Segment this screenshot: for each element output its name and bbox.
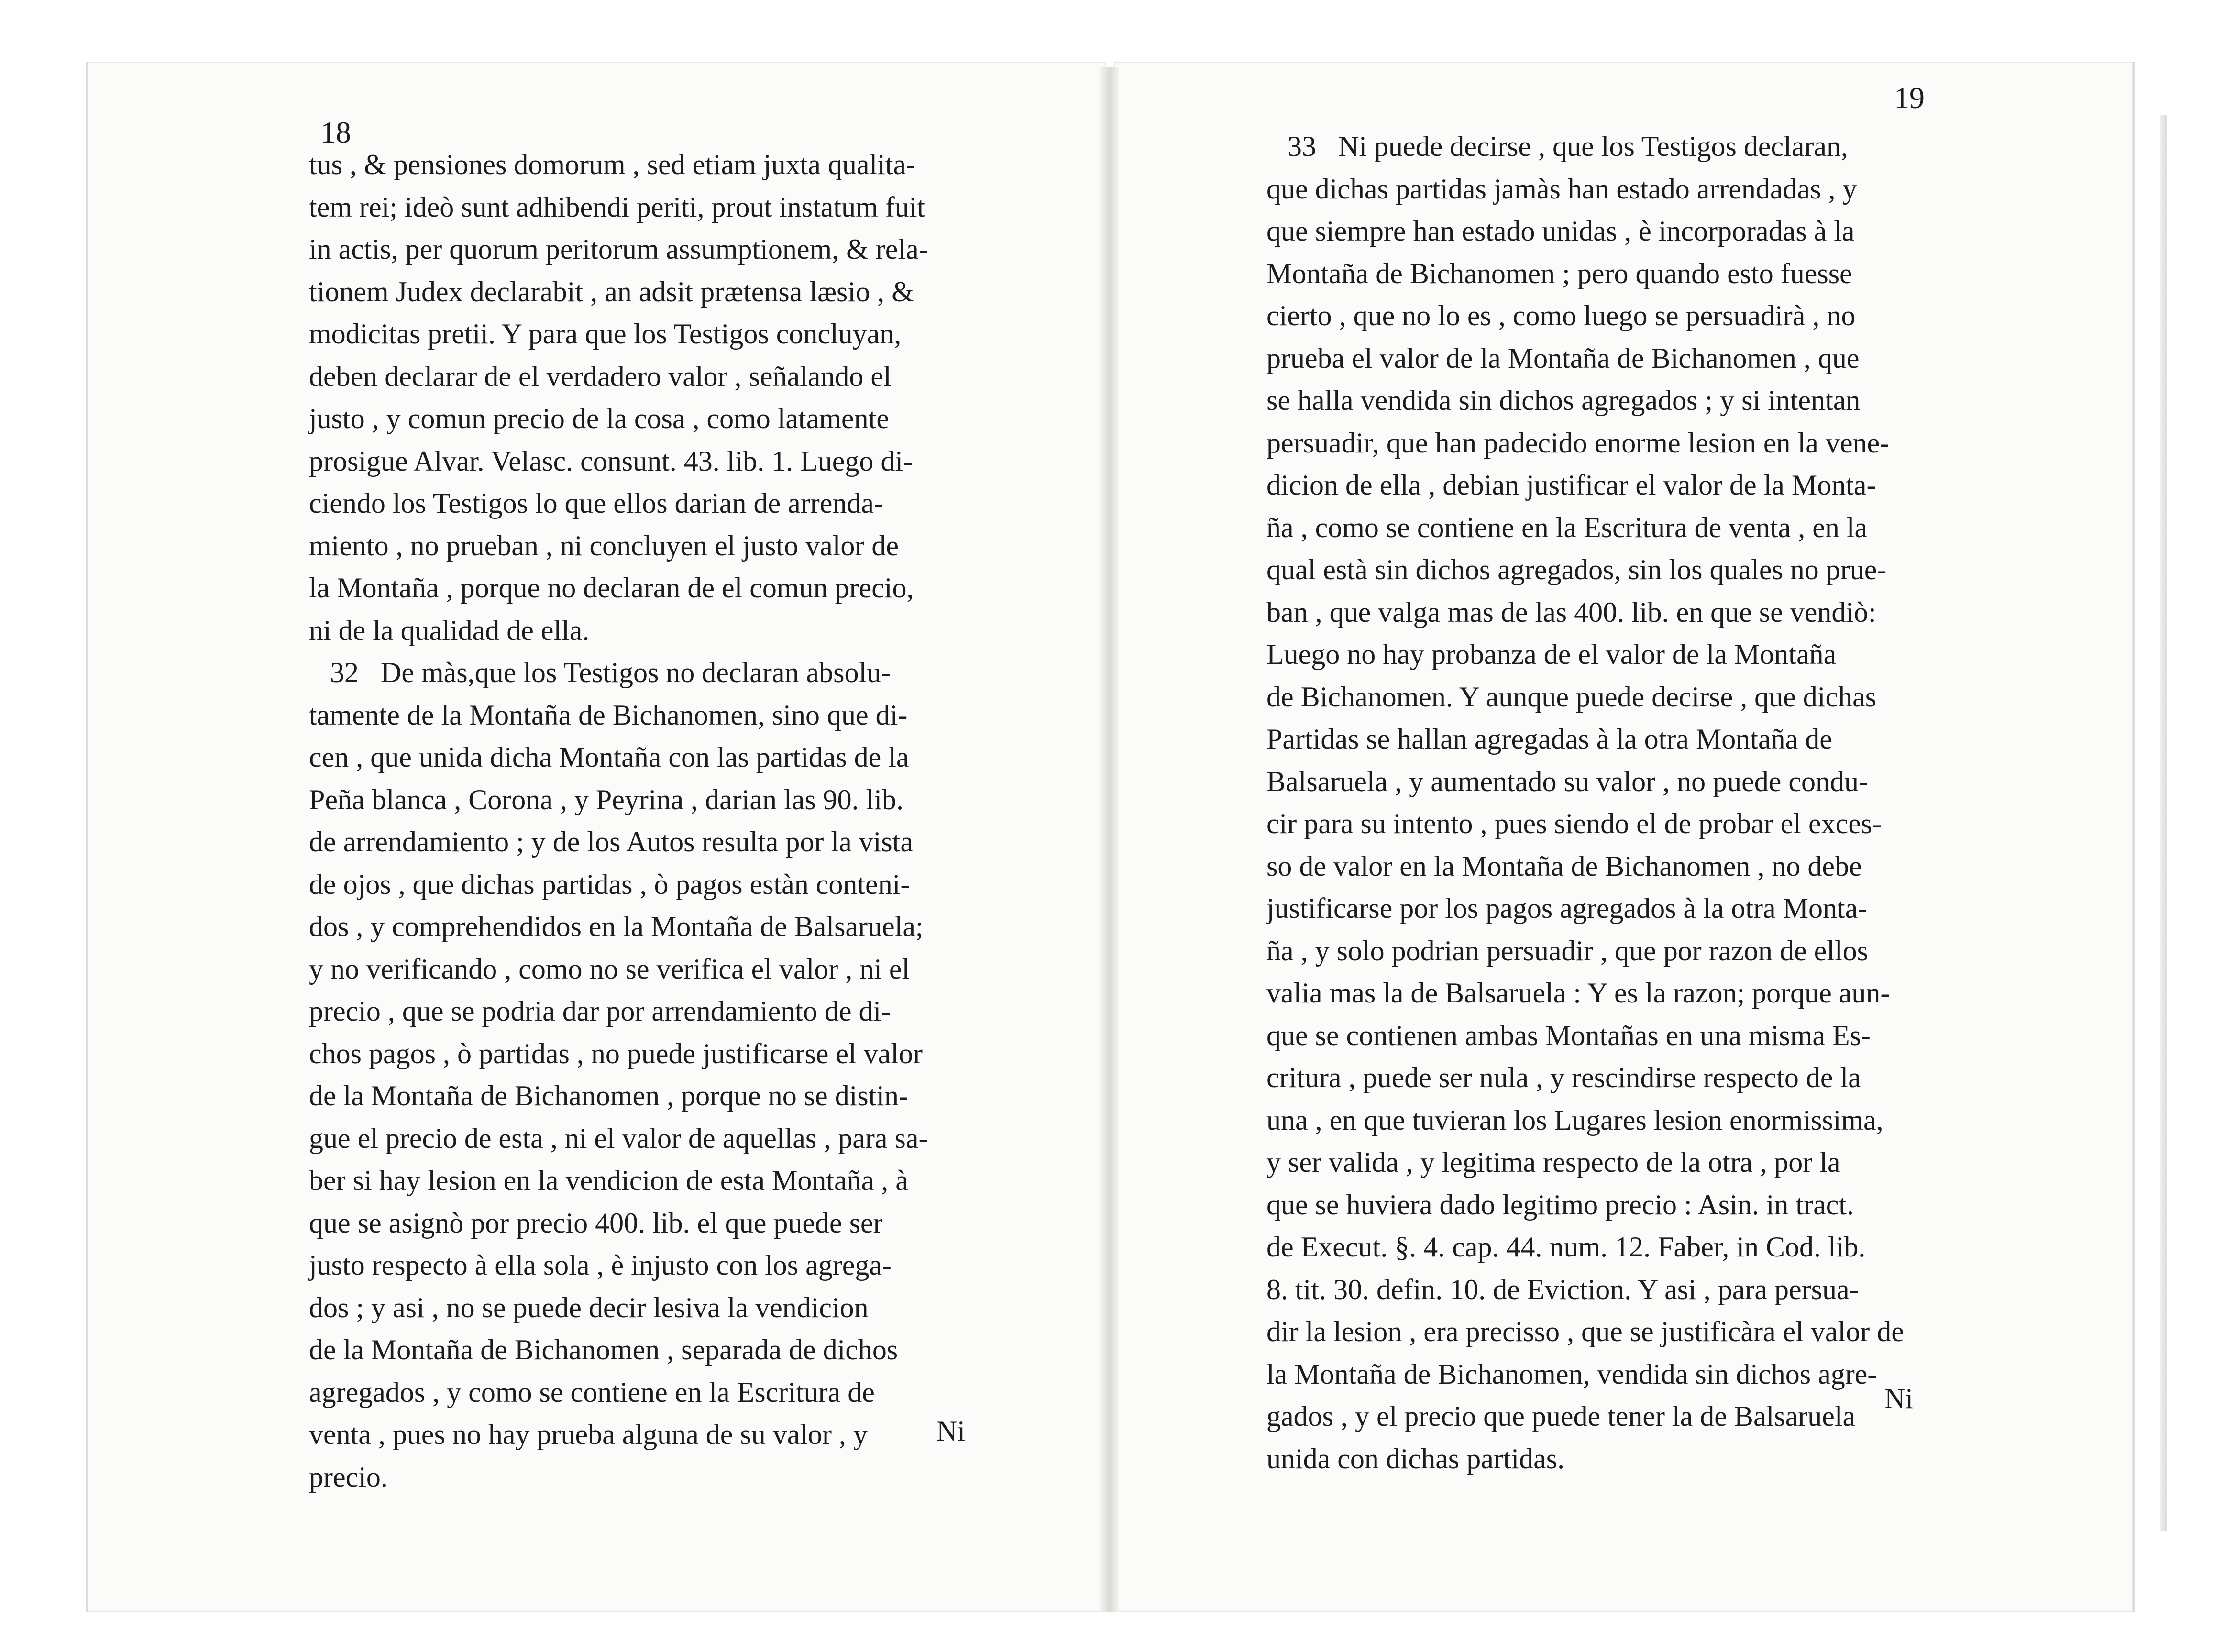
text-line: que se huviera dado legitimo precio : Asin. in tract. bbox=[1266, 1189, 1854, 1221]
text-line: precio. bbox=[309, 1461, 388, 1493]
paragraph-31-continuation bbox=[309, 143, 988, 651]
text-line: Montaña de Bichanomen ; pero quando esto fuesse bbox=[1266, 257, 1852, 289]
text-line: Balsaruela , y aumentado su valor , no puede condu- bbox=[1266, 765, 1868, 797]
text-line: critura , puede ser nula , y rescindirse respecto de la bbox=[1266, 1062, 1861, 1093]
text-line bbox=[1266, 125, 1946, 168]
text-line: Luego no hay probanza de el valor de la Montaña bbox=[1266, 639, 1837, 670]
text-line: so de valor en la Montaña de Bichanomen , no debe bbox=[1266, 850, 1862, 882]
text-line: precio , que se podria dar por arrendamiento de di- bbox=[309, 995, 891, 1027]
text-line: miento , no prueban , ni concluyen el justo valor de bbox=[309, 529, 899, 562]
text-line: de ojos , que dichas partidas , ò pagos estàn conteni- bbox=[309, 868, 910, 900]
text-line: qual està sin dichos agregados, sin los quales no prue- bbox=[1266, 554, 1887, 585]
text-line: justo , y comun precio de la cosa , como latamente bbox=[309, 403, 889, 434]
page-edge bbox=[2160, 115, 2167, 1531]
text-line: unida con dichas partidas. bbox=[1266, 1443, 1565, 1475]
text-line: ciendo los Testigos lo que ellos darian de arrenda- bbox=[309, 487, 883, 519]
text-line: gue el precio de esta , ni el valor de aquellas , para sa- bbox=[309, 1122, 928, 1154]
text-line: que dichas partidas jamàs han estado arrendadas , y bbox=[1266, 173, 1857, 205]
text-line bbox=[309, 651, 988, 694]
text-line: cir para su intento , pues siendo el de probar el exces- bbox=[1266, 808, 1882, 839]
text-line: prueba el valor de la Montaña de Bichanomen , que bbox=[1266, 342, 1860, 374]
text-line: persuadir, que han padecido enorme lesion en la vene- bbox=[1266, 427, 1890, 459]
text-line: tus , & pensiones domorum , sed etiam juxta qualita- bbox=[309, 149, 916, 180]
text-line: tionem Judex declarabit , an adsit prætensa læsio , & bbox=[309, 275, 914, 308]
text-line: justificarse por los pagos agregados à la otra Monta- bbox=[1266, 892, 1868, 924]
text-line: justo respecto à ella sola , è injusto con los agrega- bbox=[309, 1249, 892, 1281]
catchword-left: Ni bbox=[936, 1415, 965, 1447]
text-line: dir la lesion , era precisso , que se justificàra el valor de bbox=[1266, 1316, 1904, 1347]
text-line: ni de la qualidad de ella. bbox=[309, 614, 590, 646]
text-line: Peña blanca , Corona , y Peyrina , darian las 90. lib. bbox=[309, 783, 904, 815]
catchword-right: Ni bbox=[1884, 1383, 1913, 1414]
paragraph-33 bbox=[1266, 125, 1946, 1480]
text-line: de arrendamiento ; y de los Autos resulta por la vista bbox=[309, 826, 914, 858]
text-line: de la Montaña de Bichanomen , separada de dichos bbox=[309, 1334, 898, 1366]
text-line: que siempre han estado unidas , è incorporadas à la bbox=[1266, 215, 1855, 247]
text-line: valia mas la de Balsaruela : Y es la razon; porque aun- bbox=[1266, 977, 1890, 1009]
text-line: ña , como se contiene en la Escritura de venta , en la bbox=[1266, 511, 1868, 543]
text-line: de Execut. §. 4. cap. 44. num. 12. Faber, in Cod. lib. bbox=[1266, 1231, 1866, 1263]
text-line: una , en que tuvieran los Lugares lesion enormissima, bbox=[1266, 1104, 1883, 1136]
text-line: dos , y comprehendidos en la Montaña de Balsaruela; bbox=[309, 911, 924, 942]
paragraph-number: 32 bbox=[330, 657, 359, 688]
page-number-right: 19 bbox=[1894, 81, 1925, 115]
paragraph-number: 33 bbox=[1288, 131, 1316, 162]
text-line: 8. tit. 30. defin. 10. de Eviction. Y asi , para persua- bbox=[1266, 1273, 1859, 1305]
text-line: cierto , que no lo es , como luego se persuadirà , no bbox=[1266, 300, 1856, 331]
right-page-text bbox=[1266, 125, 1946, 1480]
text-line: Partidas se hallan agregadas à la otra Montaña de bbox=[1266, 723, 1832, 755]
text-line: la Montaña de Bichanomen, vendida sin dichos agre- bbox=[1266, 1358, 1877, 1390]
text-line: modicitas pretii. Y para que los Testigos concluyan, bbox=[309, 318, 902, 350]
text-line: in actis, per quorum peritorum assumptionem, & rela- bbox=[309, 233, 928, 265]
text-line: deben declarar de el verdadero valor , señalando el bbox=[309, 360, 892, 392]
paragraph-first-line: Ni puede decirse , que los Testigos declaran, bbox=[1338, 131, 1849, 162]
text-line: la Montaña , porque no declaran de el comun precio, bbox=[309, 572, 914, 604]
text-line: venta , pues no hay prueba alguna de su valor , y bbox=[309, 1419, 868, 1450]
text-line: dicion de ella , debian justificar el valor de la Monta- bbox=[1266, 469, 1876, 501]
text-line: tamente de la Montaña de Bichanomen, sino que di- bbox=[309, 699, 908, 731]
paragraph-32 bbox=[309, 651, 988, 1498]
text-line: y no verificando , como no se verifica el valor , ni el bbox=[309, 953, 910, 985]
paragraph-first-line: De màs,que los Testigos no declaran absolu- bbox=[381, 657, 891, 688]
book-gutter bbox=[1100, 67, 1119, 1612]
text-line: que se asignò por precio 400. lib. el que puede ser bbox=[309, 1207, 883, 1239]
text-line: cen , que unida dicha Montaña con las partidas de la bbox=[309, 741, 909, 773]
text-line: chos pagos , ò partidas , no puede justificarse el valor bbox=[309, 1037, 923, 1069]
text-line: tem rei; ideò sunt adhibendi periti, prout instatum fuit bbox=[309, 191, 925, 223]
text-line: de Bichanomen. Y aunque puede decirse , que dichas bbox=[1266, 681, 1877, 713]
text-line: se halla vendida sin dichos agregados ; y si intentan bbox=[1266, 385, 1861, 416]
text-line: agregados , y como se contiene en la Escritura de bbox=[309, 1376, 875, 1408]
text-line: y ser valida , y legitima respecto de la otra , por la bbox=[1266, 1146, 1840, 1178]
text-line: de la Montaña de Bichanomen , porque no se distin- bbox=[309, 1080, 909, 1112]
page-number-left: 18 bbox=[320, 115, 351, 149]
left-page-text bbox=[309, 143, 988, 1498]
text-line: prosigue Alvar. Velasc. consunt. 43. lib. 1. Luego di- bbox=[309, 445, 913, 477]
text-line: ña , y solo podrian persuadir , que por razon de ellos bbox=[1266, 935, 1868, 967]
text-line: dos ; y asi , no se puede decir lesiva la vendicion bbox=[309, 1291, 869, 1323]
text-line: ber si hay lesion en la vendicion de esta Montaña , à bbox=[309, 1165, 908, 1196]
text-line: gados , y el precio que puede tener la de Balsaruela bbox=[1266, 1400, 1856, 1432]
text-line: que se contienen ambas Montañas en una misma Es- bbox=[1266, 1019, 1871, 1051]
text-line: ban , que valga mas de las 400. lib. en que se vendiò: bbox=[1266, 596, 1876, 628]
